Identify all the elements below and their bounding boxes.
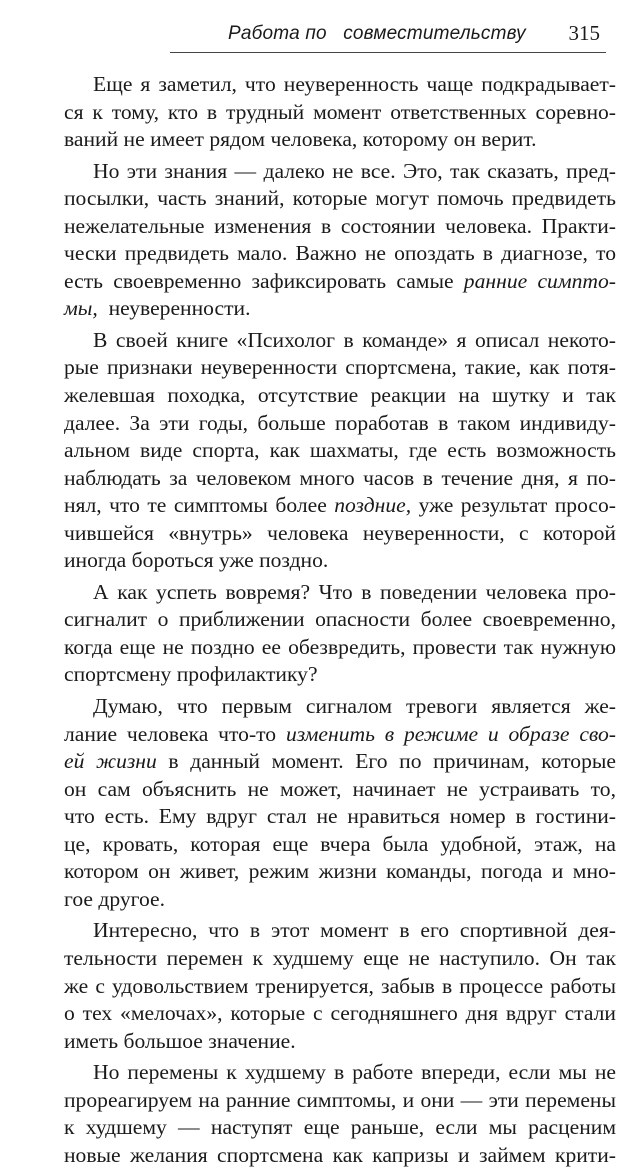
text-line: спортсмену профилактику? <box>64 662 318 687</box>
text-line: желевшая походка, отсутствие реакции на шутку и так <box>64 383 616 408</box>
text-line: о тех «мелочах», которые с сегодняшнего дня вдруг стали <box>64 1001 616 1026</box>
text-line: сигналит о приближении опасности более своевременно, <box>64 607 616 632</box>
text-line <box>64 268 616 296</box>
text-run: лание человека что-то <box>64 721 286 746</box>
text-line: что есть. Ему вдруг стал не нравиться номер в гостини- <box>64 804 616 829</box>
text-line: А как успеть вовремя? Что в поведении человека про- <box>93 579 616 604</box>
text-line: Думаю, что первым сигналом тревоги является же- <box>93 694 616 719</box>
text-line <box>64 748 616 776</box>
text-line: прореагируем на ранние симптомы, и они — эти перемены <box>64 1087 616 1112</box>
text-run: уже результат просо- <box>411 493 616 518</box>
text-run: нял, что те симптомы более <box>64 493 335 518</box>
text-line: наблюдать за человеком много часов в течение дня, я по- <box>64 465 616 490</box>
italic-emphasis: мы, <box>64 296 98 321</box>
text-line: рые признаки неуверенности спортсмена, такие, как потя- <box>64 355 616 380</box>
paragraph <box>64 71 616 154</box>
text-line: Но эти знания — далеко не все. Это, так сказать, пред- <box>93 158 616 183</box>
text-line: Но перемены к худшему в работе впереди, если мы не <box>93 1060 616 1085</box>
text-line: новые желания спортсмена как капризы и займем крити- <box>64 1142 616 1167</box>
paragraph <box>64 327 616 575</box>
text-run: в данный момент. Его по причинам, которые <box>156 749 616 774</box>
text-line: це, кровать, которая еще вчера была удобной, этаж, на <box>64 831 616 856</box>
text-line: же с удовольствием тренируется, забыв в процессе работы <box>64 973 616 998</box>
text-line: Интересно, что в этот момент в его спортивной дея- <box>93 918 616 943</box>
text-line: тельности перемен к худшему еще не наступило. Он так <box>64 945 616 970</box>
text-line <box>64 721 616 749</box>
running-header <box>170 18 606 53</box>
text-line: котором он живет, режим жизни команды, погода и мно- <box>64 859 616 884</box>
text-line: когда еще не поздно ее обезвредить, провести так нужную <box>64 634 616 659</box>
text-line: В своей книге «Психолог в команде» я описал некото- <box>93 327 616 352</box>
text-line: альном виде спорта, как шахматы, где есть возможность <box>64 438 616 463</box>
italic-emphasis: поздние, <box>334 493 412 518</box>
paragraph <box>64 1059 616 1169</box>
text-line <box>64 492 616 520</box>
body-text <box>64 71 616 1169</box>
paragraph <box>64 917 616 1055</box>
text-line: ваний не имеет рядом человека, которому он верит. <box>64 127 537 152</box>
text-run: есть своевременно зафиксировать самые <box>64 268 464 293</box>
text-line <box>64 295 616 323</box>
text-line: к худшему — наступят еще раньше, если мы расценим <box>64 1115 616 1140</box>
text-line: чившейся «внутрь» человека неуверенности, с которой <box>64 520 616 545</box>
text-line: иногда бороться уже поздно. <box>64 548 329 573</box>
text-line: ся к тому, кто в трудный момент ответственных соревно- <box>64 99 616 124</box>
italic-emphasis: изменить в режиме и образе сво- <box>285 721 616 746</box>
text-line: он сам объяснить не может, начинает не устраивать то, <box>64 776 616 801</box>
italic-emphasis: ранние симпто- <box>463 268 616 293</box>
italic-emphasis: ей жизни <box>64 749 157 774</box>
text-line: иметь большое значение. <box>64 1028 296 1053</box>
text-run: неуверенности. <box>97 296 251 321</box>
paragraph <box>64 693 616 913</box>
text-line: чески предвидеть мало. Важно не опоздать в диагнозе, то <box>64 241 616 266</box>
page-number: 315 <box>568 21 600 45</box>
text-line: Еще я заметил, что неуверенность чаще подкрадывает- <box>93 72 616 96</box>
running-title: Работа по совместительству <box>228 23 526 44</box>
paragraph <box>64 158 616 323</box>
text-line: посылки, часть знаний, которые могут помочь предвидеть <box>64 186 616 211</box>
text-line: гое другое. <box>64 886 166 911</box>
text-line: нежелательные изменения в состоянии человека. Практи- <box>64 213 616 238</box>
paragraph <box>64 579 616 689</box>
text-line: далее. За эти годы, больше поработав в таком индивиду- <box>64 410 616 435</box>
